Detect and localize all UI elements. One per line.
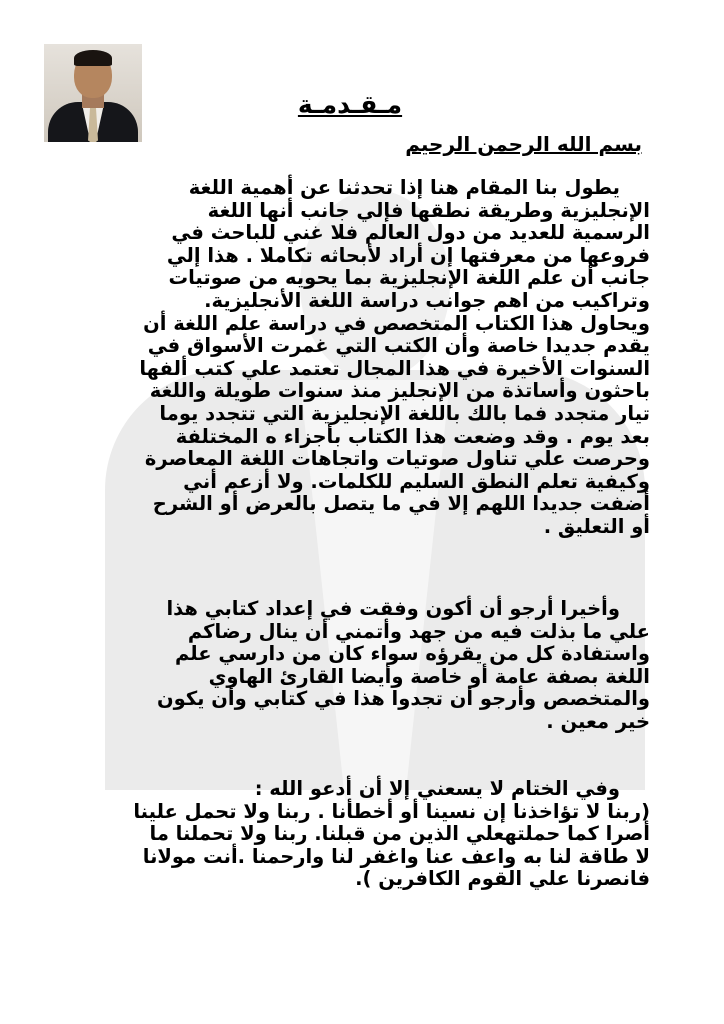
- paragraph-1-line: فروعها من معرفتها إن أراد لأبحاثه تكاملا . هذا إلي: [166, 243, 650, 267]
- paragraph-1-line: أو التعليق .: [543, 515, 650, 538]
- paragraph-3-line: فانصرنا علي القوم الكافرين ).: [355, 867, 650, 891]
- basmala-heading: بسم الله الرحمن الرحيم: [405, 132, 642, 156]
- paragraph-3-line: وفي الختام لا يسعني إلا أن أدعو الله :: [254, 777, 620, 800]
- paragraph-1-line: السنوات الأخيرة في هذا المجال تعتمد علي كتب ألفها: [139, 356, 650, 380]
- paragraph-1-line: يقدم جديدا خاصة وأن الكتب التي غمرت الأسواق في: [147, 334, 650, 358]
- page-title: مـقـدمـة: [297, 90, 403, 119]
- paragraph-2-line: اللغة بصفة عامة أو خاصة وأيضا القارئ الهاوي: [208, 664, 650, 688]
- paragraph-1-line: تيار متجدد فما بالك باللغة الإنجليزية التي تتجدد يوما: [159, 402, 650, 425]
- paragraph-3-line: لا طاقة لنا به واعف عنا واغفر لنا وارحمنا .أنت مولانا: [142, 844, 650, 868]
- paragraph-2-line: خير معين .: [546, 710, 650, 733]
- paragraph-2-line: واستفادة كل من يقرؤه سواء كان من دارسي علم: [175, 642, 650, 666]
- paragraph-1-line: يطول بنا المقام هنا إذا تحدثنا عن أهمية اللغة: [188, 176, 620, 199]
- paragraph-2-line: علي ما بذلت فيه من جهد وأتمني أن ينال رضاكم: [187, 619, 650, 643]
- paragraph-1-line: أضفت جديدا اللهم إلا في ما يتصل بالعرض أو الشرح: [152, 492, 650, 516]
- paragraph-3-line: (ربنا لا تؤاخذنا إن نسينا أو أخطأنا . ربنا ولا تحمل علينا: [133, 799, 650, 823]
- paragraph-1-line: بعد يوم . وقد وضعت هذا الكتاب بأجزاء ه المختلفة: [175, 424, 650, 448]
- paragraph-2-line: وأخيرا أرجو أن أكون وفقت في إعداد كتابي هذا: [166, 597, 620, 620]
- paragraph-1-line: باحثون وأساتذة من الإنجليز منذ سنوات طويلة واللغة: [149, 379, 650, 403]
- paragraph-1-line: وحرصت علي تناول صوتيات واتجاهات اللغة المعاصرة: [144, 447, 650, 471]
- paragraph-1-line: الإنجليزية وطريقة نطقها فإلي جانب أنها اللغة: [207, 198, 650, 222]
- paragraph-1-line: وتراكيب من اهم جوانب دراسة اللغة الأنجليزية.: [204, 289, 650, 312]
- paragraph-1-line: جانب أن علم اللغة الإنجليزية بما يحويه من صوتيات: [168, 266, 650, 290]
- paragraph-3-line: أصرا كما حملتهعلي الذين من قبلنا. ربنا ولا تحملنا ما: [149, 822, 650, 846]
- paragraph-1-line: الرسمية للعديد من دول العالم فلا غني للباحث في: [171, 221, 650, 245]
- paragraph-1-line: ويحاول هذا الكتاب المتخصص في دراسة علم اللغة أن: [143, 311, 650, 335]
- paragraph-2-line: والمتخصص وأرجو أن تجدوا هذا في كتابي وأن يكون: [156, 687, 650, 711]
- paragraph-1-line: وكيفية تعلم النطق السليم للكلمات. ولا أزعم أني: [183, 469, 650, 493]
